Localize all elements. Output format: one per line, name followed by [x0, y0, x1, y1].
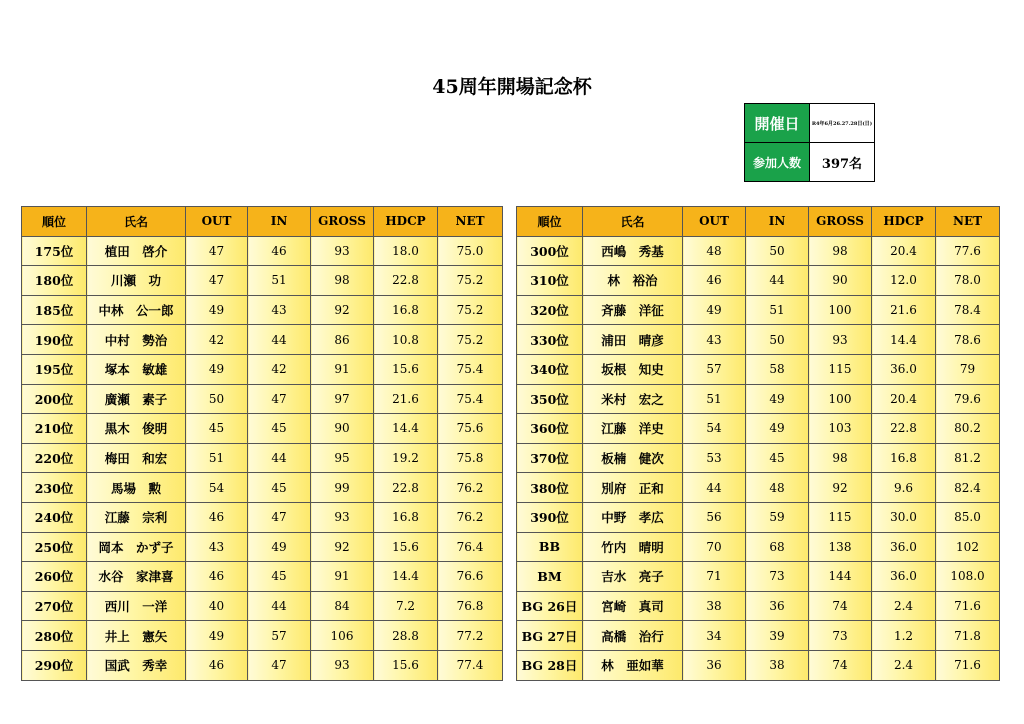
gross-score-cell: 93: [311, 650, 374, 680]
net-score-cell: 76.2: [438, 473, 503, 503]
out-score-cell: 50: [186, 384, 248, 414]
table-row: [22, 414, 503, 444]
net-score-cell: 75.8: [438, 443, 503, 473]
player-name-cell: 西川 一洋: [87, 591, 186, 621]
gross-score-cell: 90: [809, 266, 872, 296]
table-row: [517, 295, 1000, 325]
out-score-cell: 49: [186, 621, 248, 651]
rank-cell: 390位: [517, 502, 583, 532]
hdcp-cell: 36.0: [872, 354, 936, 384]
in-score-cell: 48: [746, 473, 809, 503]
table-row: [22, 650, 503, 680]
rank-cell: 350位: [517, 384, 583, 414]
out-score-cell: 43: [683, 325, 746, 355]
table-header-row: [22, 207, 503, 237]
in-score-cell: 73: [746, 562, 809, 592]
out-score-cell: 56: [683, 502, 746, 532]
table-row: [517, 502, 1000, 532]
player-name-cell: 井上 憲矢: [87, 621, 186, 651]
net-score-cell: 76.2: [438, 502, 503, 532]
player-name-cell: 別府 正和: [583, 473, 683, 503]
player-name-cell: 吉水 亮子: [583, 562, 683, 592]
out-score-cell: 46: [186, 502, 248, 532]
event-date-label: 開催日: [745, 104, 810, 143]
table-row: [517, 414, 1000, 444]
gross-score-cell: 138: [809, 532, 872, 562]
net-score-cell: 82.4: [936, 473, 1000, 503]
in-score-cell: 45: [746, 443, 809, 473]
in-score-cell: 47: [248, 502, 311, 532]
rank-cell: 320位: [517, 295, 583, 325]
header-rank: 順位: [22, 207, 87, 237]
rank-cell: 210位: [22, 414, 87, 444]
header-net: NET: [438, 207, 503, 237]
header-gross: GROSS: [809, 207, 872, 237]
gross-score-cell: 92: [311, 295, 374, 325]
net-score-cell: 75.4: [438, 384, 503, 414]
in-score-cell: 45: [248, 473, 311, 503]
net-score-cell: 75.2: [438, 266, 503, 296]
in-score-cell: 68: [746, 532, 809, 562]
header-out: OUT: [186, 207, 248, 237]
in-score-cell: 39: [746, 621, 809, 651]
in-score-cell: 57: [248, 621, 311, 651]
hdcp-cell: 1.2: [872, 621, 936, 651]
gross-score-cell: 91: [311, 562, 374, 592]
out-score-cell: 49: [186, 354, 248, 384]
out-score-cell: 53: [683, 443, 746, 473]
net-score-cell: 79.6: [936, 384, 1000, 414]
page-title: 45周年開場記念杯: [432, 76, 592, 98]
player-name-cell: 坂根 知史: [583, 354, 683, 384]
in-score-cell: 49: [248, 532, 311, 562]
out-score-cell: 51: [186, 443, 248, 473]
gross-score-cell: 100: [809, 384, 872, 414]
rank-cell: 180位: [22, 266, 87, 296]
player-name-cell: 林 亜如華: [583, 650, 683, 680]
hdcp-cell: 9.6: [872, 473, 936, 503]
in-score-cell: 43: [248, 295, 311, 325]
out-score-cell: 54: [683, 414, 746, 444]
rank-cell: 290位: [22, 650, 87, 680]
in-score-cell: 51: [746, 295, 809, 325]
in-score-cell: 51: [248, 266, 311, 296]
rank-cell: 175位: [22, 236, 87, 266]
table-row: [517, 650, 1000, 680]
table-row: [22, 562, 503, 592]
gross-score-cell: 144: [809, 562, 872, 592]
in-score-cell: 44: [746, 266, 809, 296]
player-name-cell: 林 裕治: [583, 266, 683, 296]
player-name-cell: 江藤 洋史: [583, 414, 683, 444]
rank-cell: 310位: [517, 266, 583, 296]
table-row: [22, 443, 503, 473]
in-score-cell: 45: [248, 562, 311, 592]
player-name-cell: 黒木 俊明: [87, 414, 186, 444]
player-name-cell: 廣瀬 素子: [87, 384, 186, 414]
rank-cell: BG 27日: [517, 621, 583, 651]
out-score-cell: 40: [186, 591, 248, 621]
hdcp-cell: 16.8: [872, 443, 936, 473]
hdcp-cell: 14.4: [374, 562, 438, 592]
out-score-cell: 47: [186, 266, 248, 296]
player-name-cell: 竹内 晴明: [583, 532, 683, 562]
hdcp-cell: 28.8: [374, 621, 438, 651]
hdcp-cell: 22.8: [872, 414, 936, 444]
table-row: [22, 591, 503, 621]
table-row: [22, 325, 503, 355]
gross-score-cell: 98: [809, 443, 872, 473]
table-row: [517, 443, 1000, 473]
hdcp-cell: 14.4: [872, 325, 936, 355]
net-score-cell: 76.6: [438, 562, 503, 592]
rank-cell: 280位: [22, 621, 87, 651]
rank-cell: BG 28日: [517, 650, 583, 680]
net-score-cell: 76.4: [438, 532, 503, 562]
net-score-cell: 75.2: [438, 325, 503, 355]
in-score-cell: 59: [746, 502, 809, 532]
net-score-cell: 77.2: [438, 621, 503, 651]
header-in: IN: [746, 207, 809, 237]
player-name-cell: 川瀬 功: [87, 266, 186, 296]
hdcp-cell: 15.6: [374, 650, 438, 680]
header-in: IN: [248, 207, 311, 237]
player-name-cell: 中野 孝広: [583, 502, 683, 532]
out-score-cell: 34: [683, 621, 746, 651]
out-score-cell: 36: [683, 650, 746, 680]
rank-cell: 200位: [22, 384, 87, 414]
hdcp-cell: 20.4: [872, 384, 936, 414]
rank-cell: 270位: [22, 591, 87, 621]
player-name-cell: 植田 啓介: [87, 236, 186, 266]
header-rank: 順位: [517, 207, 583, 237]
net-score-cell: 78.0: [936, 266, 1000, 296]
rank-cell: 330位: [517, 325, 583, 355]
hdcp-cell: 15.6: [374, 532, 438, 562]
gross-score-cell: 90: [311, 414, 374, 444]
player-name-cell: 板楠 健次: [583, 443, 683, 473]
player-name-cell: 中林 公一郎: [87, 295, 186, 325]
rank-cell: 250位: [22, 532, 87, 562]
table-row: [517, 591, 1000, 621]
event-date-value: R4年6月26.27.28日(日): [810, 104, 875, 143]
header-name: 氏名: [87, 207, 186, 237]
gross-score-cell: 99: [311, 473, 374, 503]
net-score-cell: 71.8: [936, 621, 1000, 651]
gross-score-cell: 92: [311, 532, 374, 562]
hdcp-cell: 20.4: [872, 236, 936, 266]
net-score-cell: 108.0: [936, 562, 1000, 592]
net-score-cell: 75.6: [438, 414, 503, 444]
out-score-cell: 38: [683, 591, 746, 621]
rank-cell: 230位: [22, 473, 87, 503]
out-score-cell: 42: [186, 325, 248, 355]
gross-score-cell: 92: [809, 473, 872, 503]
in-score-cell: 50: [746, 325, 809, 355]
header-hdcp: HDCP: [374, 207, 438, 237]
gross-score-cell: 103: [809, 414, 872, 444]
hdcp-cell: 15.6: [374, 354, 438, 384]
net-score-cell: 75.2: [438, 295, 503, 325]
net-score-cell: 76.8: [438, 591, 503, 621]
hdcp-cell: 22.8: [374, 266, 438, 296]
player-name-cell: 浦田 晴彦: [583, 325, 683, 355]
in-score-cell: 46: [248, 236, 311, 266]
gross-score-cell: 115: [809, 502, 872, 532]
net-score-cell: 71.6: [936, 591, 1000, 621]
net-score-cell: 79: [936, 354, 1000, 384]
table-row: [22, 236, 503, 266]
player-name-cell: 岡本 かず子: [87, 532, 186, 562]
table-row: [22, 354, 503, 384]
rank-cell: 370位: [517, 443, 583, 473]
in-score-cell: 50: [746, 236, 809, 266]
hdcp-cell: 7.2: [374, 591, 438, 621]
table-row: [22, 295, 503, 325]
table-row: [517, 473, 1000, 503]
out-score-cell: 48: [683, 236, 746, 266]
gross-score-cell: 115: [809, 354, 872, 384]
in-score-cell: 45: [248, 414, 311, 444]
hdcp-cell: 21.6: [872, 295, 936, 325]
gross-score-cell: 100: [809, 295, 872, 325]
rank-cell: 220位: [22, 443, 87, 473]
hdcp-cell: 2.4: [872, 591, 936, 621]
hdcp-cell: 10.8: [374, 325, 438, 355]
rank-cell: 240位: [22, 502, 87, 532]
rank-cell: 300位: [517, 236, 583, 266]
out-score-cell: 54: [186, 473, 248, 503]
out-score-cell: 51: [683, 384, 746, 414]
hdcp-cell: 16.8: [374, 295, 438, 325]
net-score-cell: 77.6: [936, 236, 1000, 266]
out-score-cell: 49: [683, 295, 746, 325]
header-out: OUT: [683, 207, 746, 237]
hdcp-cell: 12.0: [872, 266, 936, 296]
out-score-cell: 46: [186, 650, 248, 680]
table-row: [517, 384, 1000, 414]
net-score-cell: 78.6: [936, 325, 1000, 355]
results-table-right: [516, 206, 1000, 681]
table-row: [22, 473, 503, 503]
table-row: [22, 502, 503, 532]
in-score-cell: 38: [746, 650, 809, 680]
out-score-cell: 44: [683, 473, 746, 503]
gross-score-cell: 106: [311, 621, 374, 651]
rank-cell: 360位: [517, 414, 583, 444]
rank-cell: BB: [517, 532, 583, 562]
table-row: [517, 621, 1000, 651]
table-row: [22, 532, 503, 562]
player-name-cell: 宮崎 真司: [583, 591, 683, 621]
gross-score-cell: 73: [809, 621, 872, 651]
out-score-cell: 71: [683, 562, 746, 592]
in-score-cell: 49: [746, 384, 809, 414]
hdcp-cell: 30.0: [872, 502, 936, 532]
gross-score-cell: 93: [311, 502, 374, 532]
out-score-cell: 57: [683, 354, 746, 384]
table-row: [517, 532, 1000, 562]
gross-score-cell: 93: [809, 325, 872, 355]
net-score-cell: 81.2: [936, 443, 1000, 473]
player-name-cell: 斉藤 洋征: [583, 295, 683, 325]
out-score-cell: 46: [186, 562, 248, 592]
rank-cell: 380位: [517, 473, 583, 503]
gross-score-cell: 91: [311, 354, 374, 384]
player-name-cell: 馬場 勲: [87, 473, 186, 503]
in-score-cell: 44: [248, 325, 311, 355]
rank-cell: 185位: [22, 295, 87, 325]
participants-label: 参加人数: [745, 143, 810, 182]
net-score-cell: 77.4: [438, 650, 503, 680]
rank-cell: BG 26日: [517, 591, 583, 621]
header-gross: GROSS: [311, 207, 374, 237]
gross-score-cell: 84: [311, 591, 374, 621]
net-score-cell: 80.2: [936, 414, 1000, 444]
net-score-cell: 85.0: [936, 502, 1000, 532]
hdcp-cell: 36.0: [872, 562, 936, 592]
in-score-cell: 44: [248, 443, 311, 473]
hdcp-cell: 18.0: [374, 236, 438, 266]
rank-cell: 195位: [22, 354, 87, 384]
gross-score-cell: 93: [311, 236, 374, 266]
table-row: [517, 562, 1000, 592]
player-name-cell: 塚本 敏雄: [87, 354, 186, 384]
net-score-cell: 75.0: [438, 236, 503, 266]
net-score-cell: 102: [936, 532, 1000, 562]
gross-score-cell: 98: [311, 266, 374, 296]
header-net: NET: [936, 207, 1000, 237]
player-name-cell: 西嶋 秀基: [583, 236, 683, 266]
player-name-cell: 水谷 家津喜: [87, 562, 186, 592]
table-row: [517, 354, 1000, 384]
in-score-cell: 44: [248, 591, 311, 621]
participants-value: 397名: [810, 143, 875, 182]
hdcp-cell: 21.6: [374, 384, 438, 414]
header-hdcp: HDCP: [872, 207, 936, 237]
in-score-cell: 47: [248, 650, 311, 680]
player-name-cell: 梅田 和宏: [87, 443, 186, 473]
player-name-cell: 高橋 治行: [583, 621, 683, 651]
gross-score-cell: 74: [809, 591, 872, 621]
hdcp-cell: 14.4: [374, 414, 438, 444]
net-score-cell: 71.6: [936, 650, 1000, 680]
hdcp-cell: 22.8: [374, 473, 438, 503]
player-name-cell: 江藤 宗利: [87, 502, 186, 532]
table-row: [517, 325, 1000, 355]
gross-score-cell: 98: [809, 236, 872, 266]
net-score-cell: 75.4: [438, 354, 503, 384]
event-info-box: [744, 103, 875, 182]
hdcp-cell: 16.8: [374, 502, 438, 532]
hdcp-cell: 19.2: [374, 443, 438, 473]
out-score-cell: 45: [186, 414, 248, 444]
table-row: [517, 266, 1000, 296]
in-score-cell: 36: [746, 591, 809, 621]
hdcp-cell: 2.4: [872, 650, 936, 680]
rank-cell: 260位: [22, 562, 87, 592]
player-name-cell: 中村 勢治: [87, 325, 186, 355]
results-table-left: [21, 206, 503, 681]
out-score-cell: 43: [186, 532, 248, 562]
rank-cell: BM: [517, 562, 583, 592]
table-row: [517, 236, 1000, 266]
gross-score-cell: 74: [809, 650, 872, 680]
player-name-cell: 米村 宏之: [583, 384, 683, 414]
in-score-cell: 49: [746, 414, 809, 444]
rank-cell: 340位: [517, 354, 583, 384]
table-row: [22, 266, 503, 296]
out-score-cell: 46: [683, 266, 746, 296]
in-score-cell: 42: [248, 354, 311, 384]
gross-score-cell: 95: [311, 443, 374, 473]
hdcp-cell: 36.0: [872, 532, 936, 562]
out-score-cell: 70: [683, 532, 746, 562]
in-score-cell: 58: [746, 354, 809, 384]
out-score-cell: 47: [186, 236, 248, 266]
net-score-cell: 78.4: [936, 295, 1000, 325]
table-header-row: [517, 207, 1000, 237]
table-row: [22, 384, 503, 414]
gross-score-cell: 86: [311, 325, 374, 355]
header-name: 氏名: [583, 207, 683, 237]
in-score-cell: 47: [248, 384, 311, 414]
gross-score-cell: 97: [311, 384, 374, 414]
out-score-cell: 49: [186, 295, 248, 325]
player-name-cell: 国武 秀幸: [87, 650, 186, 680]
rank-cell: 190位: [22, 325, 87, 355]
table-row: [22, 621, 503, 651]
